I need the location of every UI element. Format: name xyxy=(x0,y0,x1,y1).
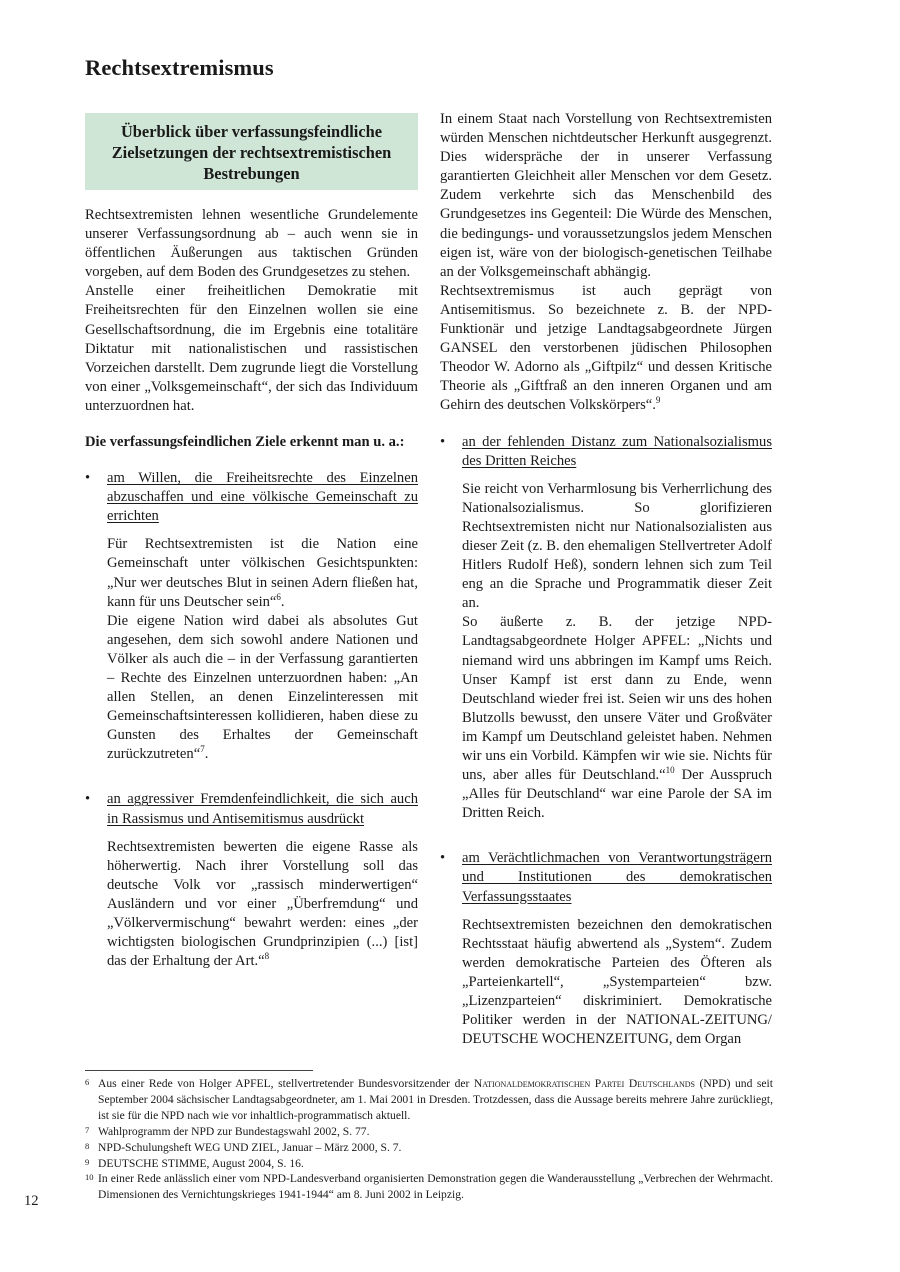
bullet-item-contempt-institutions xyxy=(440,849,772,906)
footnote-number: 9 xyxy=(85,1156,90,1167)
bullet-icon: • xyxy=(85,791,91,808)
page-title: Rechtsextremismus xyxy=(85,55,274,80)
footnote-number: 8 xyxy=(85,1140,90,1151)
footnote-text: In einer Rede anlässlich einer vom NPD-Landesverband organisierten Demonstration gegen die Wanderausstellung „Verbrechen der Wehrmacht. Dimensionen des Vernichtungskrieges 1941-1944“ am 8. Juni 2002 in Leipzig. xyxy=(98,1172,773,1202)
footnote-separator xyxy=(85,1070,313,1071)
bullet-item-xenophobia xyxy=(85,790,418,828)
right-column xyxy=(440,110,772,1049)
bullet-text: Rechtsextremisten bewerten die eigene Rasse als höherwertig. Nach ihrer Vorstellung soll das deutsche Volk vor „rassisch minderwertigen“ Ausländern und vor einer „Überfremdung“ und „Völkervermischung“ bewahrt werden: eines „der wichtigsten biologischen Grundprinzipien (...) [ist] das der Erhaltung der Art.“ xyxy=(107,838,418,970)
bullet-text: Sie reicht von Verharmlosung bis Verherrlichung des Nationalsozialismus. So glorifizieren Rechtsextremisten nicht nur Nationalsozialisten aus dieser Zeit (z. B. den ehemaligen Stellvertreter Adolf Hitlers Rudolf Heß), sondern lehnen sich zum Teil eng an die Sprache und Programmatik dieser Zeit an. xyxy=(462,480,773,612)
bullet-item-freedom-rights xyxy=(85,469,418,526)
footnote-text: DEUTSCHE STIMME, August 2004, S. 16. xyxy=(98,1156,304,1170)
bullet-text: Der Ausspruch „Alles für Deutschland“ war eine Parole der SA im Dritten Reich. xyxy=(462,767,772,822)
bullet-title: am Verächtlichmachen von Verantwortungsträgern und Institutionen des demokratischen Verfassungsstaates xyxy=(462,850,772,905)
bullet-title: an aggressiver Fremdenfeindlichkeit, die sich auch in Rassismus und Antisemitismus ausdrückt xyxy=(107,791,418,827)
bullet-item-national-socialism xyxy=(440,433,772,471)
footnote-ref[interactable]: 6 xyxy=(276,591,281,602)
intro-paragraph-1: Rechtsextremisten lehnen wesentliche Grundelemente unserer Verfassungsordnung ab – auch wenn sie in öffentlichen Äußerungen aus taktischen Gründen vorgeben, auf dem Boden des Grundgesetzes zu stehen. xyxy=(85,207,418,281)
footnote-text: Wahlprogramm der NPD zur Bundestagswahl 2002, S. 77. xyxy=(98,1124,370,1138)
footnote-10 xyxy=(85,1171,773,1203)
footnote-8 xyxy=(85,1140,773,1156)
bullet-body: Für Rechtsextremisten ist die Nation eine Gemeinschaft unter völkischen Gesichtspunkten: „Nur wer deutsches Blut in seinen Adern fließen hat, kann für uns Deutscher sein“$^6$. Die eigene Nation wird dabei als absolutes Gut angesehen, dem sich sowohl andere Nationen und Völker als auch die – in der Verfassung garantierten – Rechte des Einzelnen unterzuordnen haben: „An allen Stellen, an denen Einzelinteressen mit Gemeinschaftsinteressen kollidieren, haben diese zu Gunsten des Erhaltes der Gemeinschaft zurückzutreten“$^7$. xyxy=(107,536,418,763)
bullet-icon: • xyxy=(85,470,91,487)
bullet-text: Rechtsextremisten bezeichnen den demokratischen Rechtsstaat häufig abwertend als „System“. Zudem werden demokratische Parteien des Öfteren als „Parteienkartell“, „Systemparteien“ bzw. „Lizenzparteien“ diskriminiert. Demokratische Politiker werden in der NATIONAL-ZEITUNG/ DEUTSCHE WOCHENZEITUNG, dem Organ xyxy=(462,916,772,1048)
bullet-icon: • xyxy=(440,433,446,450)
footnote-ref[interactable]: 10 xyxy=(665,765,675,776)
right-paragraph-1: In einem Staat nach Vorstellung von Rechtsextremisten würden Menschen nichtdeutscher Herkunft ausgegrenzt. Dies widerspräche der in unserer Verfassung garantierten Gleichheit aller Menschen vor dem Gesetz. Zudem verkehrte sich das Menschenbild des Grundgesetzes ins Gegenteil: Die Würde des Menschen, die bedingungs- und voraussetzungslos jedem Menschen eigen ist, wäre von der biologisch-genetischen Teilhabe an der Volksgemeinschaft abhängig. xyxy=(440,111,772,280)
footnote-6 xyxy=(85,1076,773,1124)
footnote-9 xyxy=(85,1156,773,1172)
page-number: 12 xyxy=(24,1193,39,1209)
footnote-ref[interactable]: 9 xyxy=(655,395,661,406)
bullet-text: So äußerte z. B. der jetzige NPD-Landtagsabgeordnete Holger APFEL: „Nichts und niemand wird uns abbringen im Kampf ums Reich. Unser Kampf ist erst dann zu Ende, wenn Deutschland wieder frei ist. Seien wir uns des hohen Blutzolls bewusst, den unsere Väter und Großväter im Kampf um Deutschland geleistet haben. Nehmen wir uns ein Vorbild. Kämpfen wir wie sie. Nichts für uns, aber alles für Deutschland.“ xyxy=(462,614,772,784)
bullet-title: an der fehlenden Distanz zum Nationalsozialismus des Dritten Reiches xyxy=(462,433,772,469)
bullet-body xyxy=(440,480,772,824)
left-column xyxy=(85,110,418,971)
footnote-text: Nationaldemokratischen Partei Deutschlands xyxy=(473,1077,696,1090)
footnotes xyxy=(85,1076,773,1203)
footnote-number: 7 xyxy=(85,1124,90,1135)
footnote-ref[interactable]: 8 xyxy=(264,951,270,962)
bullet-text: Die eigene Nation wird dabei als absolutes Gut angesehen, dem sich sowohl andere Nationen und Völker als auch die – in der Verfassung garantierten – Rechte des Einzelnen unterzuordnen haben: „An allen Stellen, an denen Einzelinteressen mit Gemeinschaftsinteressen kollidieren, haben diese zu Gunsten des Erhaltes der Gemeinschaft zurückzutreten“ xyxy=(107,612,418,763)
bullet-icon: • xyxy=(440,850,446,867)
footnote-ref[interactable]: 7 xyxy=(200,744,205,755)
overview-box-heading: Überblick über verfassungsfeindliche Zielsetzungen der rechtsextremistischen Bestrebungen xyxy=(85,113,418,190)
footnote-number: 6 xyxy=(85,1077,90,1087)
aims-heading: Die verfassungsfeindlichen Ziele erkennt man u. a.: xyxy=(85,434,405,451)
bullet-text: Für Rechtsextremisten ist die Nation eine Gemeinschaft unter völkischen Gesichtspunkten: „Nur wer deutsches Blut in seinen Adern fließen hat, kann für uns Deutscher sein“ xyxy=(107,536,418,610)
paragraph-text: Rechtsextremismus ist auch geprägt von Antisemitismus. So bezeichnete z. B. der NPD-Funktionär und jetzige Landtagsabgeordnete Jürgen GANSEL den verstorbenen jüdischen Philosophen Theodor W. Adorno als „Giftpilz“ und dessen Kritische Theorie als „Giftfraß an den inneren Organen und am Gehirn des deutschen Volkskörpers“. xyxy=(440,282,772,414)
footnote-text: NPD-Schulungsheft WEG UND ZIEL, Januar – März 2000, S. 7. xyxy=(98,1140,402,1154)
footnote-number: 10 xyxy=(85,1172,94,1183)
right-paragraph-2 xyxy=(440,282,772,416)
footnote-7 xyxy=(85,1124,773,1140)
footnote-text: Aus einer Rede von Holger APFEL, stellvertretender Bundesvorsitzender der xyxy=(98,1077,474,1090)
bullet-body xyxy=(85,838,418,972)
bullet-body xyxy=(440,916,772,1050)
bullet-title: am Willen, die Freiheitsrechte des Einzelnen abzuschaffen und eine völkische Gemeinschaft zu errichten xyxy=(107,470,418,525)
footnote-text: (NPD) und seit September 2004 sächsischer Landtagsabgeordneter, am 1. Mai 2001 in Dresden. Trotzdessen, dass die Aussage bereits mehrere Jahre zurückliegt, ist sie für die NPD nach wie vor inhaltlich-programmatisch aktuell. xyxy=(98,1077,774,1122)
intro-paragraph-2: Anstelle einer freiheitlichen Demokratie mit Freiheitsrechten für den Einzelnen wollen sie eine Gesellschaftsordnung, die im Ergebnis eine totalitäre Diktatur mit nationalistischen und rassistischen Vorzeichen darstellt. Dem zugrunde liegt die Vorstellung von einer „Volksgemeinschaft“, der sich das Individuum unterzuordnen hat. xyxy=(85,283,418,414)
